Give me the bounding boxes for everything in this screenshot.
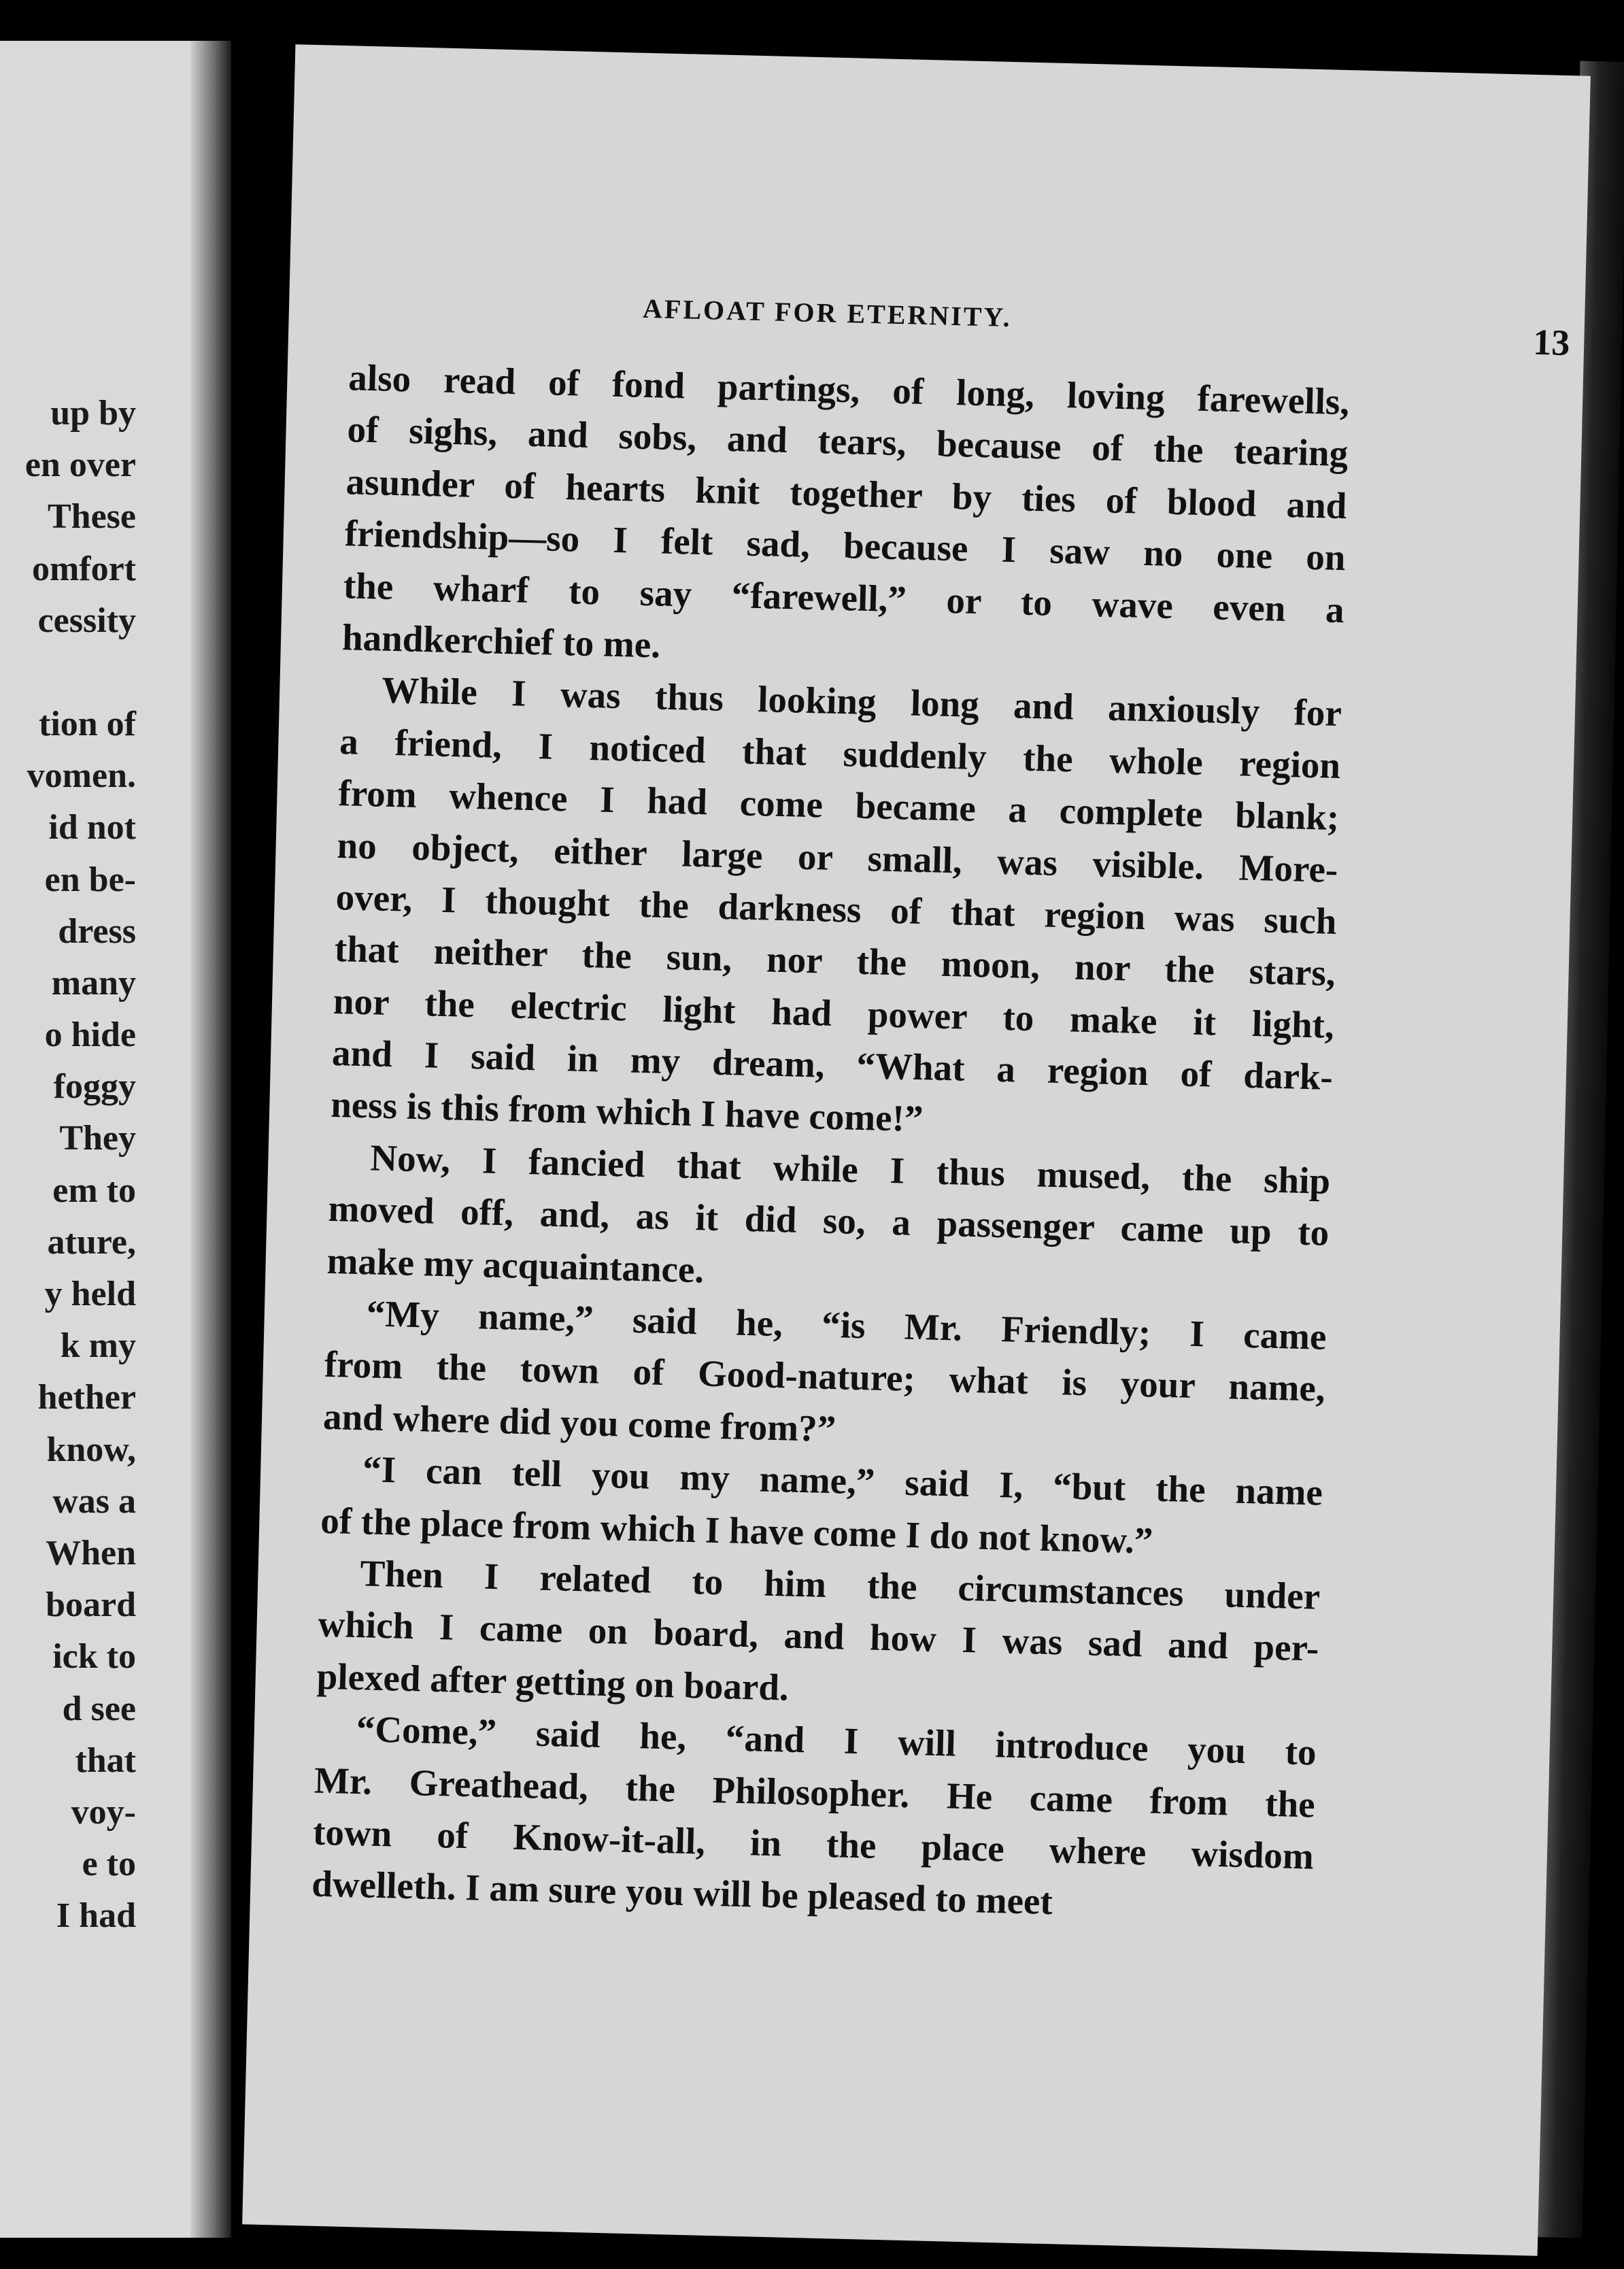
text-line: over, I thought the darkness of that region was such	[335, 875, 1338, 942]
left-page-fragment: When	[46, 1533, 136, 1573]
facing-left-page	[0, 41, 231, 2238]
page-number: 13	[1532, 321, 1571, 364]
text-line: plexed after getting on board.	[316, 1655, 790, 1709]
left-page-fragment: tion of	[39, 704, 136, 743]
text-line: of sighs, and sobs, and tears, because of the tearing	[346, 408, 1349, 475]
left-page-fragment: d see	[62, 1689, 136, 1728]
left-page-fragment: e to	[82, 1845, 136, 1884]
left-page-fragment: en be-	[44, 860, 136, 899]
text-line: “Come,” said he, “and I will introduce you to	[356, 1708, 1317, 1773]
text-line: asunder of hearts knit together by ties of blood and	[345, 460, 1348, 526]
left-page-fragment: I had	[56, 1896, 136, 1936]
text-line: that neither the sun, nor the moon, nor the stars,	[334, 928, 1336, 994]
text-line: make my acquaintance.	[326, 1239, 705, 1291]
left-page-fragment: They	[59, 1119, 136, 1158]
left-page-fragment: foggy	[53, 1067, 136, 1107]
text-line: of the place from which I have come I do not know.”	[320, 1499, 1154, 1562]
left-page-fragment: was a	[52, 1481, 136, 1521]
text-line: moved off, and, as it did so, a passenger came up to	[327, 1188, 1330, 1254]
text-line: “I can tell you my name,” said I, “but the name	[362, 1448, 1323, 1513]
left-page-fragment: board	[46, 1585, 136, 1625]
text-line: friendship—so I felt sad, because I saw no one on	[344, 512, 1347, 579]
left-page-fragment: dress	[58, 911, 136, 951]
text-line: no object, either large or small, was visible. More-	[336, 824, 1339, 890]
left-page-fragment: up by	[50, 394, 136, 433]
text-line: Mr. Greathead, the Philosopher. He came from the	[314, 1759, 1316, 1826]
left-page-fragment	[0, 647, 136, 699]
text-line: While I was thus looking long and anxiously for	[381, 669, 1342, 735]
text-line: handkerchief to me.	[341, 616, 661, 666]
left-page-fragment: k my	[60, 1326, 136, 1366]
text-line: “My name,” said he, “is Mr. Friendly; I came	[366, 1292, 1327, 1358]
left-page-fragment: o hide	[44, 1015, 136, 1055]
left-page-text-fragments	[0, 388, 136, 1942]
left-page-fragment: em to	[52, 1171, 136, 1210]
text-line: the wharf to say “farewell,” or to wave even a	[343, 564, 1345, 631]
left-page-fragment: many	[51, 963, 136, 1003]
text-line: Now, I fancied that while I thus mused, the ship	[369, 1137, 1331, 1202]
left-page-fragment: en over	[24, 446, 136, 485]
left-page-fragment: vomen.	[27, 756, 136, 796]
book-page	[242, 44, 1591, 2256]
text-line: from whence I had come became a complete blank;	[337, 772, 1340, 839]
text-line: a friend, I noticed that suddenly the whole region	[339, 720, 1341, 786]
text-line: Then I related to him the circumstances under	[359, 1552, 1321, 1617]
left-page-fragment: hether	[37, 1378, 136, 1417]
text-line: and where did you come from?”	[322, 1395, 836, 1450]
text-line: ness is this from which I have come!”	[330, 1083, 924, 1140]
body-text	[311, 352, 1350, 1934]
left-page-fragment: know,	[46, 1430, 136, 1469]
left-page-fragment: voy-	[71, 1792, 136, 1832]
running-head: AFLOAT FOR ETERNITY.	[642, 292, 1013, 333]
left-page-fragment: y held	[44, 1275, 136, 1313]
text-line: also read of fond partings, of long, loving farewells,	[348, 356, 1350, 423]
text-line: which I came on board, and how I was sad and per-	[317, 1603, 1320, 1670]
text-line: from the town of Good-nature; what is your name,	[324, 1343, 1326, 1410]
left-page-fragment: ature,	[47, 1222, 136, 1262]
text-line: town of Know-it-all, in the place where wisdom	[312, 1811, 1315, 1877]
text-line: nor the electric light had power to make it light,	[333, 979, 1335, 1046]
left-page-fragment: cessity	[37, 601, 136, 640]
text-line: dwelleth. I am sure you will be pleased to meet	[311, 1862, 1053, 1923]
left-page-fragment: that	[75, 1741, 136, 1780]
text-line: and I said in my dream, “What a region of dark-	[331, 1032, 1334, 1098]
left-page-fragment: omfort	[31, 549, 136, 588]
book-gutter	[190, 41, 231, 2238]
left-page-fragment: id not	[48, 808, 136, 847]
left-page-fragment: These	[48, 497, 136, 537]
left-page-fragment: ick to	[52, 1637, 136, 1677]
